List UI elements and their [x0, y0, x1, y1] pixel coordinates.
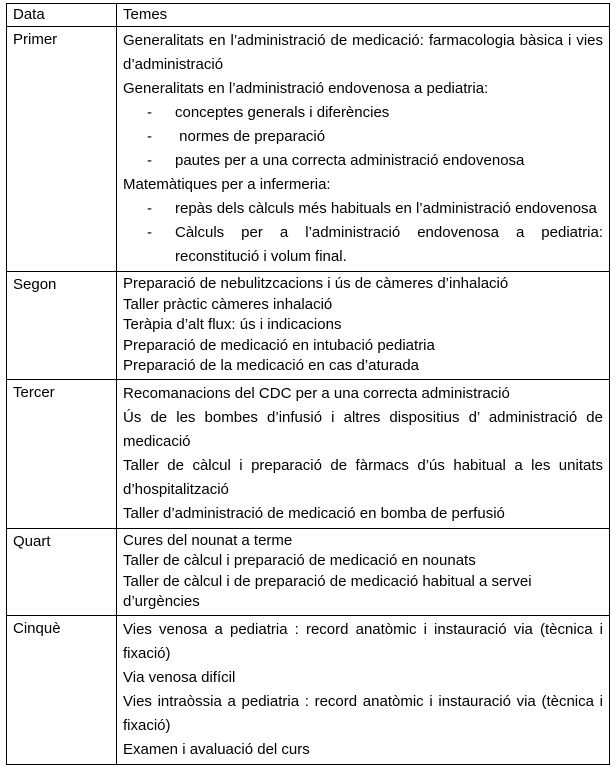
session-topics	[117, 272, 610, 380]
topic-line: Taller pràctic càmeres inhalació	[123, 295, 333, 313]
list-item	[147, 221, 603, 269]
list-item-text: Càlculs per a l’administració endovenosa a pediatria: reconstitució i volum final.	[175, 224, 603, 265]
table-row	[7, 272, 610, 380]
session-topics	[117, 528, 610, 615]
session-topics	[117, 27, 610, 272]
dash-bullet: -	[147, 128, 152, 145]
topic-line: Preparació de nebulitzcacions i ús de càmeres d’inhalació	[123, 275, 509, 292]
table-row	[7, 379, 610, 528]
session-date: Tercer	[7, 379, 117, 528]
list-item-text: conceptes generals i diferències	[175, 104, 390, 121]
session-topics	[117, 615, 610, 764]
list-item	[147, 101, 603, 125]
topic-line: Cures del nounat a terme	[123, 531, 293, 549]
table-row	[7, 615, 610, 764]
dash-bullet: -	[147, 152, 152, 169]
topic-sublist	[123, 197, 603, 269]
session-date: Cinquè	[7, 615, 117, 764]
header-topics: Temes	[117, 4, 610, 27]
list-item-text: normes de preparació	[175, 128, 326, 145]
list-item	[147, 125, 603, 149]
topic-heading: Generalitats en l’administració de medicació: farmacologia bàsica i vies d’administració	[123, 32, 603, 73]
session-topics	[117, 379, 610, 528]
topic-paragraph: Taller d’administració de medicació en bomba de perfusió	[123, 504, 505, 522]
topic-paragraph: Vies intraòssia a pediatria : record anatòmic i instauració via (tècnica i fixació)	[123, 692, 603, 734]
topic-paragraph: Ús de les bombes d’infusió i altres dispositius d’ administració de medicació	[123, 408, 603, 450]
topic-line: Teràpia d’alt flux: ús i indicacions	[123, 316, 342, 333]
list-item-text: pautes per a una correcta administració endovenosa	[175, 152, 525, 169]
session-date: Segon	[7, 272, 117, 380]
topic-heading: Generalitats en l’administració endovenosa a pediatria:	[123, 80, 489, 97]
topic-line: Preparació de la medicació en cas d’aturada	[123, 357, 420, 374]
header-date: Data	[7, 4, 117, 27]
topic-line: Taller de càlcul i de preparació de medicació habitual a servei d’urgències	[123, 572, 532, 610]
topic-paragraph: Taller de càlcul i preparació de fàrmacs d’ús habitual a les unitats d’hospitalització	[123, 456, 603, 498]
topic-paragraph: Examen i avaluació del curs	[123, 740, 310, 758]
dash-bullet: -	[147, 224, 152, 241]
topic-paragraph: Recomanacions del CDC per a una correcta administració	[123, 384, 510, 402]
topic-paragraph: Via venosa difícil	[123, 668, 236, 686]
list-item	[147, 149, 603, 173]
topic-paragraph: Vies venosa a pediatria : record anatòmic i instauració via (tècnica i fixació)	[123, 620, 603, 662]
topic-heading: Matemàtiques per a infermeria:	[123, 176, 331, 193]
table-row	[7, 27, 610, 272]
topic-sublist	[123, 101, 603, 173]
list-item-text: repàs dels càlculs més habituals en l’administració endovenosa	[175, 200, 597, 217]
course-schedule-table	[6, 3, 610, 765]
session-date: Primer	[7, 27, 117, 272]
topic-line: Taller de càlcul i preparació de medicació en nounats	[123, 552, 476, 569]
list-item	[147, 197, 603, 221]
table-header-row	[7, 4, 610, 27]
table-row	[7, 528, 610, 615]
dash-bullet: -	[147, 104, 152, 121]
dash-bullet: -	[147, 200, 152, 217]
session-date: Quart	[7, 528, 117, 615]
topic-line: Preparació de medicació en intubació pediatria	[123, 336, 435, 354]
